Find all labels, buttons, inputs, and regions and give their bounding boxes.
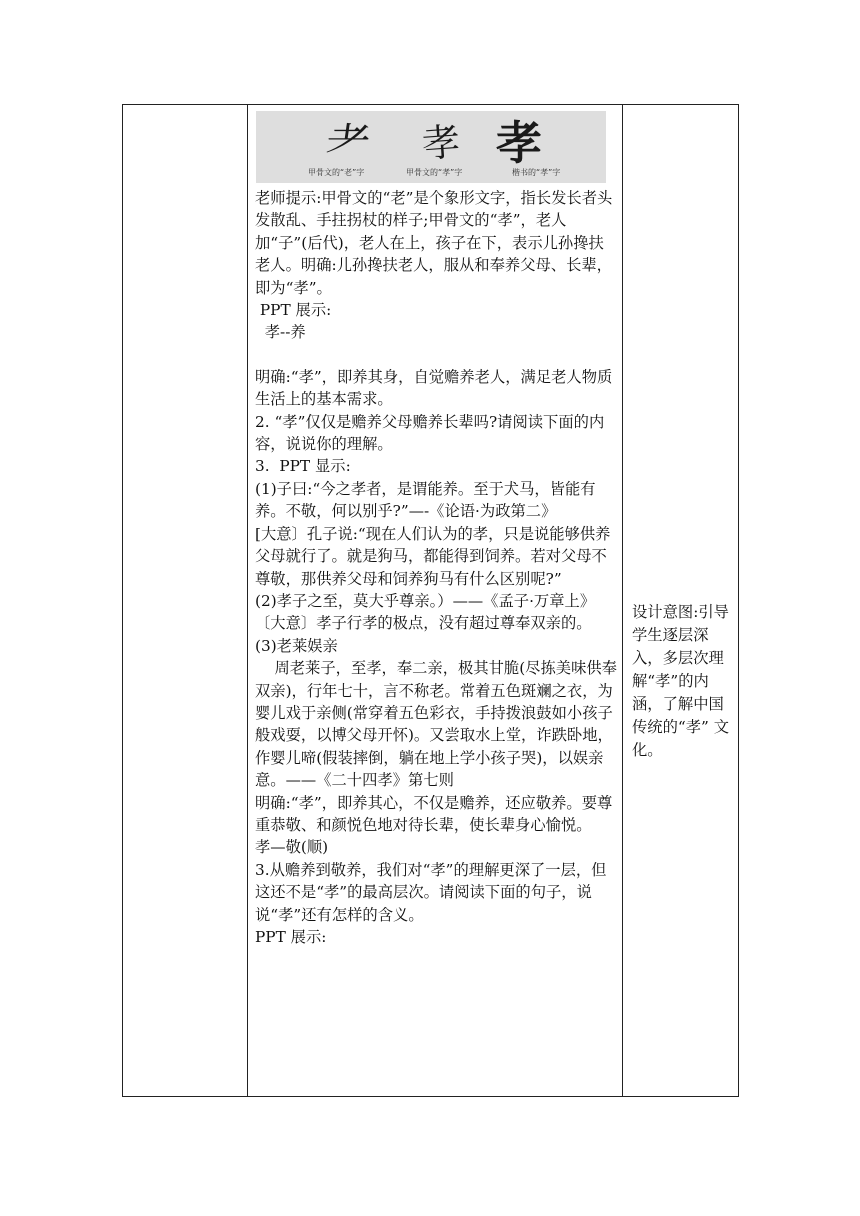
teacher-hint-paragraph: 老师提示:甲骨文的“老”是个象形文字，指长发长者头发散乱、手拄拐杖的样子;甲骨文的“孝”，老人加“子”(后代)，老人在上，孩子在下，表示儿孙搀扶老人。明确:儿孙搀扶老人，服从和奉养父母、长辈，即为“孝”。 [255, 189, 613, 297]
conclusion-paragraph: 明确:“孝”，即养其身，自觉赡养老人，满足老人物质生活上的基本需求。 [255, 367, 613, 409]
quote-analects: (1)子曰:“今之孝者，是谓能养。至于犬马，皆能有养。不敬，何以别乎?”—-《论语·为政第二》 [255, 479, 596, 521]
kaishu-xiao-glyph: 孝 [496, 116, 542, 170]
lesson-table [122, 104, 739, 1097]
translation-mencius: 〔大意〕孝子行孝的极点，没有超过尊奉双亲的。 [255, 614, 592, 633]
ppt-display-label: 3. PPT 显示: [255, 457, 351, 476]
oracle-xiao-glyph: 孝 [420, 119, 462, 167]
xiao-jing-heading: 孝—敬(顺) [255, 838, 329, 857]
question-paragraph: 2. “孝”仅仅是赡养父母赡养长辈吗?请阅读下面的内容，说说你的理解。 [255, 412, 605, 454]
ppt-label: PPT 展示: [255, 301, 332, 320]
question-paragraph-3: 3.从赡养到敬养，我们对“孝”的理解更深了一层，但这还不是“孝”的最高层次。请阅读下面的句子，说说“孝”还有怎样的含义。 [255, 860, 607, 924]
conclusion-paragraph-2: 明确:“孝”，即养其心，不仅是赡养，还应敬养。要尊重恭敬、和颜悦色地对待长辈，使长辈身心愉悦。 [255, 793, 613, 834]
story-title: (3)老莱娱亲 [255, 636, 338, 655]
column-divider-2 [622, 105, 623, 1096]
blank-line [255, 344, 618, 366]
column-divider-1 [247, 105, 248, 1096]
story-paragraph: 周老莱子，至孝，奉二亲，极其甘脆(尽拣美味供奉双亲)，行年七十，言不称老。常着五色斑斓之衣，为婴儿戏于亲侧(常穿着五色彩衣，手持拨浪鼓如小孩子般戏耍，以博父母开怀)。又尝取水上堂，诈跌卧地，作婴儿啼(假装摔倒，躺在地上学小孩子哭)，以娱亲意。——《二十四孝》第七则 [255, 659, 617, 790]
figure-caption: 甲骨文的“孝”字 [406, 168, 463, 177]
translation-analects: [大意〕孔子说:“现在人们认为的孝，只是说能够供养父母就行了。就是狗马，都能得到饲养。若对父母不尊敬，那供养父母和饲养狗马有什么区别呢?” [255, 524, 611, 588]
oracle-script-figure [256, 111, 606, 183]
figure-caption: 楷书的“孝”字 [512, 168, 561, 177]
oracle-lao-glyph: 耂 [322, 117, 374, 168]
xiao-yang-heading: 孝--养 [255, 323, 306, 342]
quote-mencius: (2)孝子之至，莫大乎尊亲。）——《孟子·万章上》 [255, 591, 596, 610]
ppt-label-final: PPT 展示: [255, 928, 327, 946]
figure-caption: 甲骨文的“老”字 [308, 168, 365, 177]
design-intent-cell: 设计意图:引导学生逐层深入，多层次理解“孝”的内涵，了解中国传统的“孝” 文化。 [632, 603, 729, 759]
teaching-content-cell [255, 111, 618, 948]
